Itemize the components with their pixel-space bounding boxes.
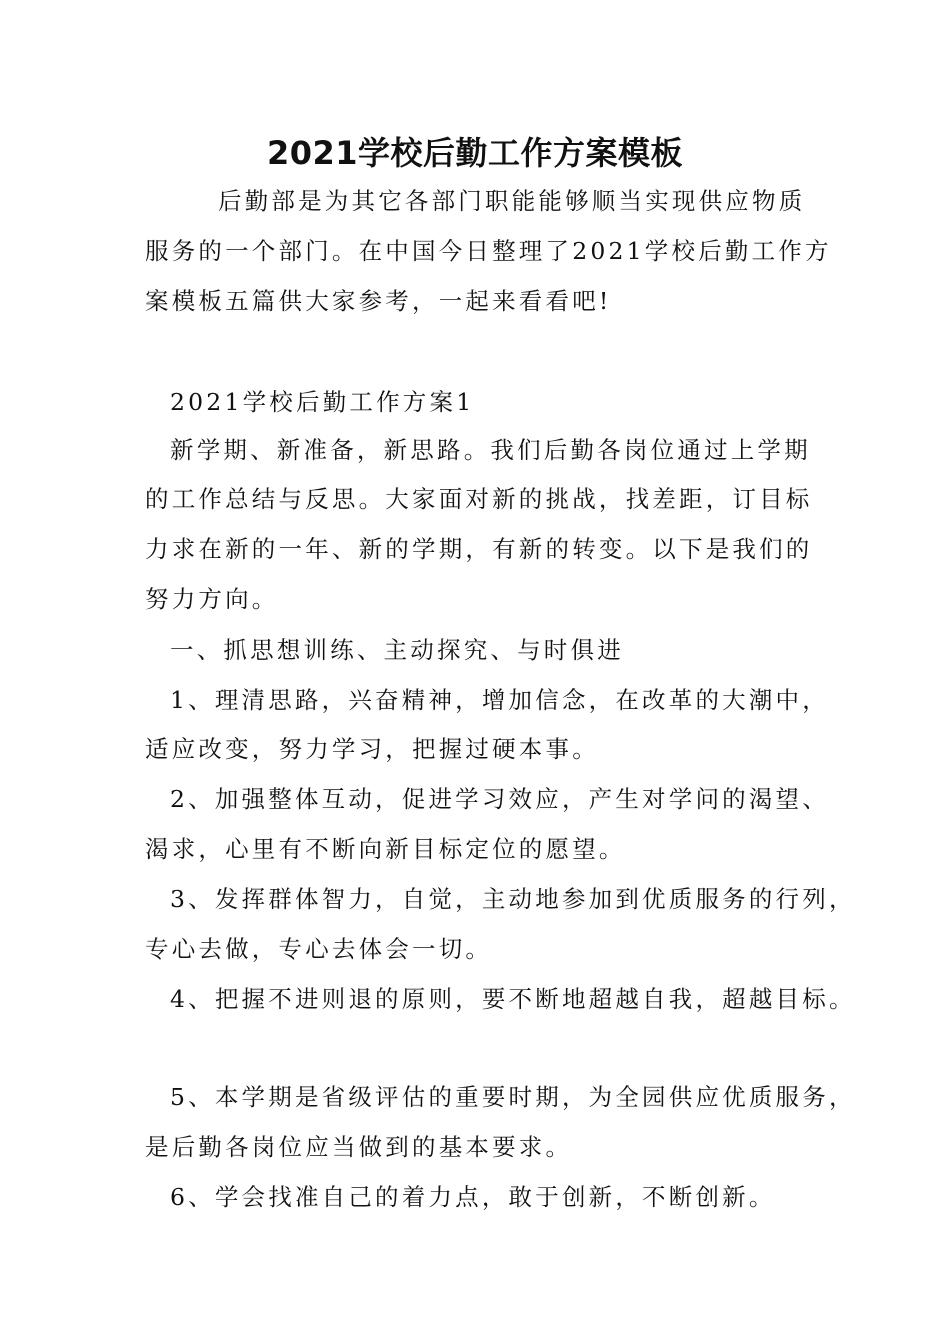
para1-line-3: 力求在新的一年、新的学期，有新的转变。以下是我们的	[145, 535, 813, 563]
para1-line-2: 的工作总结与反思。大家面对新的挑战，找差距，订目标	[145, 485, 813, 513]
item3-line-2: 专心去做，专心去体会一切。	[145, 935, 493, 963]
item5-line-2: 是后勤各岗位应当做到的基本要求。	[145, 1133, 573, 1161]
intro-line-1: 后勤部是为其它各部门职能能够顺当实现供应物质	[218, 187, 806, 215]
item2-line-1: 2、加强整体互动，促进学习效应，产生对学问的渴望、	[170, 785, 829, 813]
document-title: 2021学校后勤工作方案模板	[266, 134, 684, 172]
intro-line-2: 服务的一个部门。在中国今日整理了2021学校后勤工作方	[145, 237, 832, 265]
item2-line-2: 渴求，心里有不断向新目标定位的愿望。	[145, 835, 626, 863]
intro-line-3: 案模板五篇供大家参考，一起来看看吧!	[145, 287, 612, 315]
section-heading: 2021学校后勤工作方案1	[170, 388, 475, 416]
item5-line-1: 5、本学期是省级评估的重要时期，为全园供应优质服务，	[170, 1083, 856, 1111]
item1-line-2: 适应改变，努力学习，把握过硬本事。	[145, 735, 599, 763]
item4-line: 4、把握不进则退的原则，要不断地超越自我，超越目标。	[170, 985, 856, 1013]
item1-line-1: 1、理清思路，兴奋精神，增加信念，在改革的大潮中，	[170, 686, 829, 714]
para1-line-1: 新学期、新准备，新思路。我们后勤各岗位通过上学期	[170, 436, 811, 464]
item3-line-1: 3、发挥群体智力，自觉，主动地参加到优质服务的行列，	[170, 885, 856, 913]
point-heading: 一、抓思想训练、主动探究、与时俱进	[170, 636, 624, 664]
item6-line: 6、学会找准自己的着力点，敢于创新，不断创新。	[170, 1183, 776, 1211]
para1-line-4: 努力方向。	[145, 585, 279, 613]
